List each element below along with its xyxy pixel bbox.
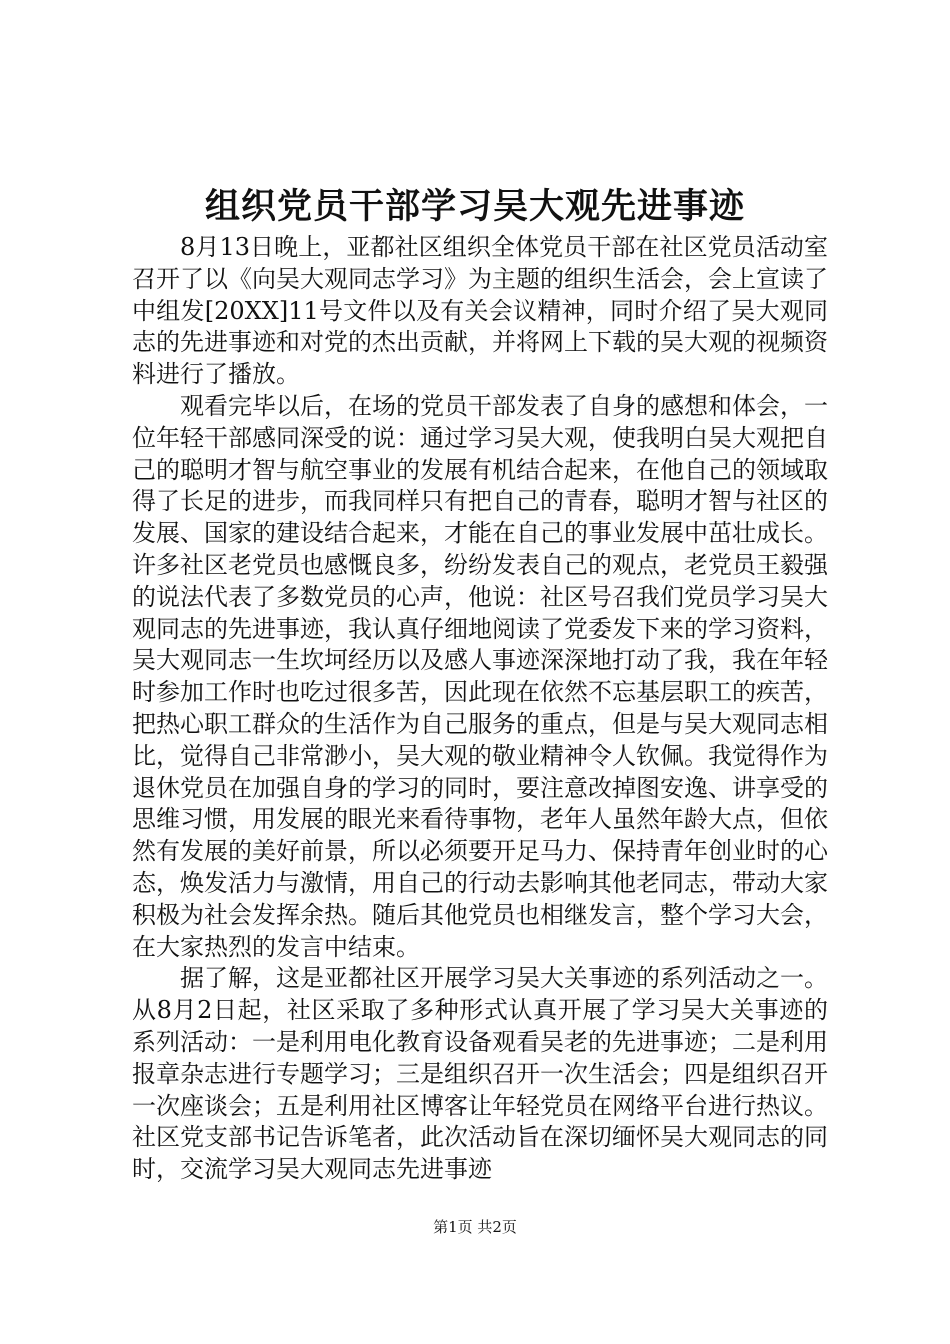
paragraph-2: 观看完毕以后，在场的党员干部发表了自身的感想和体会，一位年轻干部感同深受的说：通过学习吴大观，使我明白吴大观把自己的聪明才智与航空事业的发展有机结合起来，在他自己的领域取得了长足的进步，而我同样只有把自己的青春，聪明才智与社区的发展、国家的建设结合起来，才能在自己的事业发展中茁壮成长。许多社区老党员也感慨良多，纷纷发表自己的观点，老党员王毅强的说法代表了多数党员的心声，他说：社区号召我们党员学习吴大观同志的先进事迹，我认真仔细地阅读了党委发下来的学习资料，吴大观同志一生坎坷经历以及感人事迹深深地打动了我，我在年轻时参加工作时也吃过很多苦，因此现在依然不忘基层职工的疾苦，把热心职工群众的生活作为自己服务的重点，但是与吴大观同志相比，觉得自己非常渺小，吴大观的敬业精神令人钦佩。我觉得作为退休党员在加强自身的学习的同时，要注意改掉图安逸、讲享受的思维习惯，用发展的眼光来看待事物，老年人虽然年龄大点，但依然有发展的美好前景，所以必须要开足马力、保持青年创业时的心态，焕发活力与激情，用自己的行动去影响其他老同志，带动大家积极为社会发挥余热。随后其他党员也相继发言，整个学习大会，在大家热烈的发言中结束。 [132,391,828,961]
paragraph-1: 8月13日晚上，亚都社区组织全体党员干部在社区党员活动室召开了以《向吴大观同志学习》为主题的组织生活会，会上宣读了中组发[20XX]11号文件以及有关会议精神，同时介绍了吴大观同志的先进事迹和对党的杰出贡献，并将网上下载的吴大观的视频资料进行了播放。 [132,233,828,389]
document-title: 组织党员干部学习吴大观先进事迹 [204,186,745,227]
document-body [132,232,828,1186]
page-indicator: 第1页 共2页 [433,1218,517,1236]
paragraph-3: 据了解，这是亚都社区开展学习吴大关事迹的系列活动之一。从8月2日起，社区采取了多种形式认真开展了学习吴大关事迹的系列活动：一是利用电化教育设备观看吴老的先进事迹；二是利用报章杂志进行专题学习；三是组织召开一次生活会；四是组织召开一次座谈会；五是利用社区博客让年轻党员在网络平台进行热议。社区党支部书记告诉笔者，此次活动旨在深切缅怀吴大观同志的同时，交流学习吴大观同志先进事迹 [132,964,828,1184]
page-footer [0,1217,950,1237]
